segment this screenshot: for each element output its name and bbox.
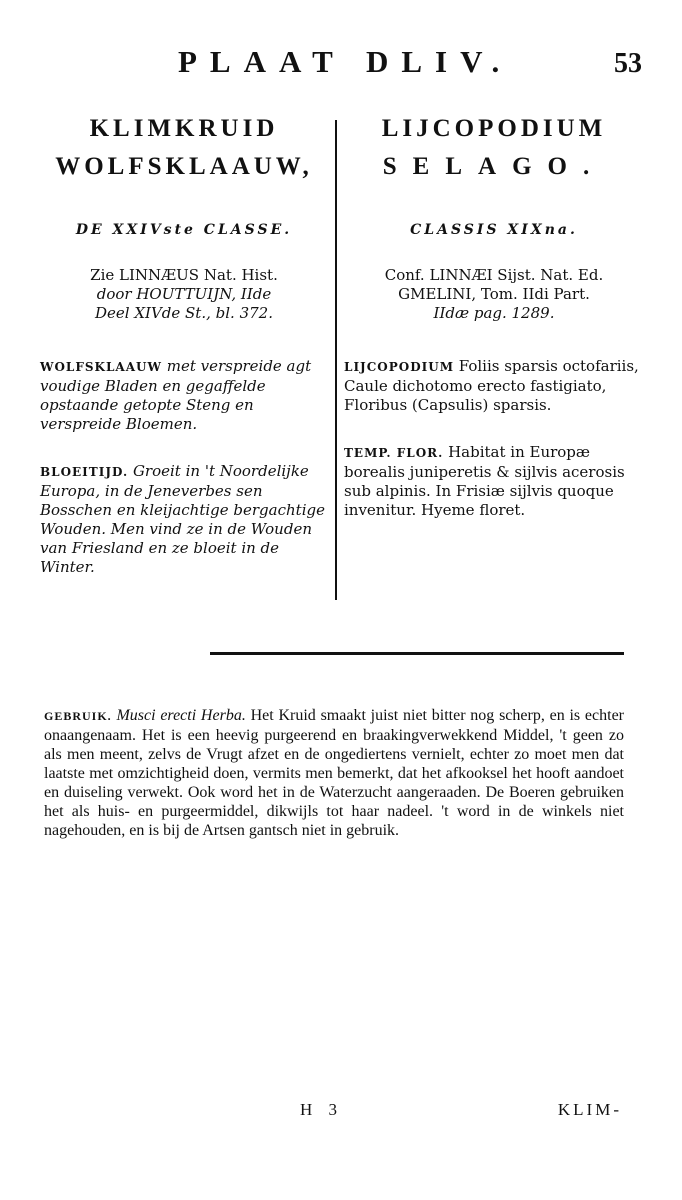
dutch-flowering-text: Groeit in 't Noordelijke Europa, in de Jeneverbes sen Bosschen en kleijachtige bergachtige Wouden. Men vind ze in de Wouden van Friesland en ze bloeit in de Winter. <box>40 462 325 576</box>
latin-column <box>344 110 644 520</box>
latin-reference-line3: IIdæ pag. 1289. <box>433 304 555 322</box>
plate-title: PLAAT DLIV. <box>178 44 513 79</box>
section-rule <box>210 652 624 655</box>
dutch-flowering <box>40 462 328 577</box>
latin-name-line2: SELAGO. <box>382 153 606 180</box>
dutch-description-lead: WOLFSKLAAUW <box>40 360 162 374</box>
page-number: 53 <box>614 48 642 79</box>
latin-flowering-text: Habitat in Europæ borealis juniperetis & sijlvis acerosis sub alpinis. In Frisiæ sijlvis quoque invenitur. Hyeme floret. <box>344 443 625 519</box>
dutch-description <box>40 357 328 434</box>
dutch-flowering-lead: BLOEITIJD. <box>40 465 129 479</box>
latin-reference-line2: GMELINI, Tom. IIdi Part. <box>398 285 590 303</box>
page-footer <box>0 1100 682 1130</box>
latin-name-line1: LIJCOPODIUM <box>381 115 607 142</box>
latin-description-lead: LIJCOPODIUM <box>344 360 454 374</box>
latin-flowering-lead: TEMP. FLOR. <box>344 446 444 460</box>
dutch-column <box>40 110 328 577</box>
page-header <box>0 44 682 84</box>
usage-lead: GEBRUIK. <box>44 709 112 723</box>
dutch-reference-line3: Deel XIVde St., bl. 372. <box>95 304 273 322</box>
column-divider <box>335 120 337 600</box>
latin-class: CLASSIS XIXna. <box>410 222 578 238</box>
dutch-reference-line2: door HOUTTUIJN, IIde <box>96 285 272 303</box>
signature-mark: H 3 <box>300 1100 344 1119</box>
dutch-class: DE XXIVste CLASSE. <box>75 222 293 238</box>
usage-emphasis: Musci erecti Herba. <box>111 707 246 724</box>
latin-description-text: Foliis sparsis octofariis, Caule dichotomo erecto fastigiato, Floribus (Capsulis) sparsis. <box>344 357 639 414</box>
dutch-description-text: met verspreide agt voudige Bladen en gegaffelde opstaande getopte Steng en verspreide Bloemen. <box>40 357 312 433</box>
latin-reference-line1: Conf. LINNÆI Sijst. Nat. Ed. <box>384 266 604 284</box>
dutch-name-line2: WOLFSKLAAUW, <box>55 153 313 180</box>
dutch-name-line1: KLIMKRUID <box>89 115 279 142</box>
latin-description <box>344 357 644 415</box>
dutch-reference <box>40 266 328 323</box>
usage-paragraph <box>44 706 624 840</box>
latin-reference <box>344 266 644 323</box>
latin-flowering <box>344 443 644 520</box>
dutch-reference-line1: Zie LINNÆUS Nat. Hist. <box>90 266 278 284</box>
catchword: KLIM- <box>557 1100 622 1119</box>
usage-text: Het Kruid smaakt juist niet bitter nog scherp, en is echter onaangenaam. Het is een heevig purgeerend en braakingverwekkend Middel, 't geen zo als men meent, zelvs de Vrugt afzet en de ongediertens vernielt, echter zo moet men dat laatste met omzichtigheid doen, vermits men bemerkt, dat het afkooksel het hooft aandoet en duiseling verwekt. Ook word het in de Waterzucht aangeraaden. De Boeren gebruiken het als huis- en purgeermiddel, dikwijls tot haar nadeel. 't word in de winkels niet nagehouden, en is bij de Artsen gantsch niet in gebruik. <box>44 707 625 839</box>
